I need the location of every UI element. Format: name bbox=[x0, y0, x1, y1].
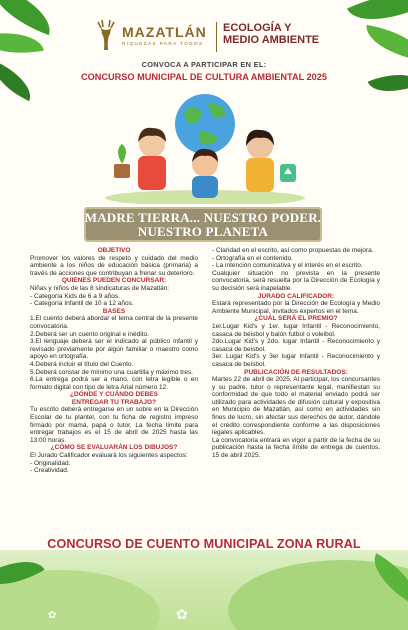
donde-title-2: ENTREGAR TU TRABAJO? bbox=[71, 398, 157, 406]
bases-item: 6.La entrega podrá ser a mano, con letra legible o en formato digital con tipo de letra Arial número 12. bbox=[30, 376, 198, 391]
jurado-text: Estará representado por la Dirección de Ecología y Medio Ambiente Municipal, invitados expertos en el tema. bbox=[212, 300, 380, 315]
contest-title: CONCURSO MUNICIPAL DE CULTURA AMBIENTAL 2025 bbox=[80, 72, 328, 82]
criterio-line: - La intención comunicativa y el interés en el escrito. bbox=[212, 262, 363, 270]
objetivo-text: Promover los valores de respeto y cuidado del medio ambiente a los niños de educación básica (primaria) a través de acciones que contribuyan a frenar su deterioro. bbox=[30, 254, 198, 277]
vigor-text: La convocatoria entrará en vigor a partir de la fecha de su publicación hasta la fecha límite de entrega de cuentos, 15 de abril 2025. bbox=[212, 436, 380, 460]
donde-title-1: ¿DÓNDE Y CUÁNDO DEBES bbox=[70, 391, 158, 399]
criterio-line: - Ortografía en el contenido. bbox=[212, 254, 293, 262]
leaf-top-left-1 bbox=[0, 0, 59, 35]
como-line: - Creatividad. bbox=[30, 467, 69, 475]
brand-name: MAZATLÁN bbox=[122, 24, 207, 40]
no-prevista-text: Cualquier situación no prevista en la presente convocatoria, será resuelta por la Dirección de Ecología y su decisión será inapelable. bbox=[212, 269, 380, 292]
department-line-1: ECOLOGÍA Y bbox=[223, 22, 292, 34]
jurado-title: JURADO CALIFICADOR: bbox=[257, 292, 335, 300]
como-title: ¿CÓMO SE EVALUARÁN LOS DIBUJOS? bbox=[50, 444, 178, 452]
quienes-line: - Categoría Kids de 6 a 9 años. bbox=[30, 292, 120, 300]
brand-tagline: RIQUEZAS PARA TODOS bbox=[122, 41, 204, 46]
donde-text: Tu escrito deberá entregarse en un sobre en la Dirección Escolar de tu plantel, con tu ficha de registro impreso firmado por mamá, papá o tutor. La fecha límite para entregar trabajos es el 15 de abril de 2025 hasta las 13:00 horas. bbox=[30, 406, 198, 444]
criterio-line: - Claridad en el escrito, así como propuestas de mejora. bbox=[212, 247, 374, 254]
department-line-2: MEDIO AMBIENTE bbox=[223, 34, 320, 46]
premio-item: 1er.Lugar Kid's y 1er. lugar Infantil - Reconocimiento, casaca de béisbol y balón futbol o voleibol. bbox=[212, 322, 380, 338]
mazatlan-deer-icon bbox=[92, 18, 120, 52]
flower-icon: ✿ bbox=[176, 606, 188, 622]
header-logo bbox=[88, 16, 408, 56]
kids-earth-illustration bbox=[100, 86, 310, 204]
bases-item: 1.El cuento deberá abordar el tema central de la presente convocatoria. bbox=[30, 315, 198, 330]
leaf-top-right-3 bbox=[368, 64, 408, 102]
objetivo-title: OBJETIVO bbox=[97, 247, 131, 254]
quienes-line: - Categoría Infantil de 10 a 12 años. bbox=[30, 300, 134, 308]
quienes-line: Niñas y niños de las 8 sindicaturas de Mazatlán: bbox=[30, 284, 170, 292]
premio-item: 2do.Lugar Kid's y 2do. lugar Infantil - Reconocimiento y casaca de beisbol. bbox=[212, 338, 380, 353]
bases-item: 2.Deberá ser un cuento original e inédito. bbox=[30, 330, 149, 338]
footer-title: CONCURSO DE CUENTO MUNICIPAL ZONA RURAL bbox=[47, 537, 361, 551]
como-line: - Originalidad. bbox=[30, 459, 71, 467]
slogan-line-2: NUESTRO PLANETA bbox=[137, 223, 269, 239]
bases-item: 5.Deberá constar de mínimo una cuartilla y máximo tres. bbox=[30, 368, 193, 376]
department-name bbox=[223, 22, 333, 46]
premio-title: ¿CUÁL SERÁ EL PREMIO? bbox=[254, 315, 338, 323]
publicacion-title: PUBLICACIÓN DE RESULTADOS: bbox=[244, 368, 348, 376]
slogan-text bbox=[84, 207, 322, 238]
bases-item: 4.Deberá incluir el título del Cuento. bbox=[30, 360, 134, 368]
bases-item: 3.El lenguaje deberá ser el indicado al público infantil y revisado previamente por algún familiar o maestro como apoyo en ortografía. bbox=[30, 338, 198, 361]
right-column bbox=[212, 247, 380, 460]
bases-title: BASES bbox=[102, 307, 126, 315]
left-column bbox=[30, 247, 198, 475]
convoca-heading: CONVOCA A PARTICIPAR EN EL: bbox=[141, 60, 267, 69]
como-line: El Jurado Calificador evaluará los siguientes aspectos: bbox=[30, 452, 188, 460]
quienes-title: QUIENES PUEDEN CONCURSAR: bbox=[61, 277, 167, 285]
logo-divider bbox=[216, 22, 217, 52]
premio-item: 3er. Lugar Kid's y 3er lugar Infantil - Reconocimiento y casaca de beisbol. bbox=[212, 353, 380, 368]
slogan-line-1: MADRE TIERRA... NUESTRO PODER. bbox=[84, 210, 322, 225]
slogan-banner bbox=[84, 207, 322, 242]
publicacion-text: Martes 22 de abril de 2025. Al participar, los concursantes y su padre, tutor o representante legal, manifiestan su conformidad de que todo el material enviado podrá ser utilizado para actividades de difusión cultural y expositiva en Municipio de Mazatlán, así como en actividades sin fines de lucro, sin afectar sus derechos de autor, dándole el crédito correspondiente conforme a las disposiciones legales aplicables. bbox=[212, 376, 380, 437]
flower-icon: ✿ bbox=[48, 610, 57, 621]
